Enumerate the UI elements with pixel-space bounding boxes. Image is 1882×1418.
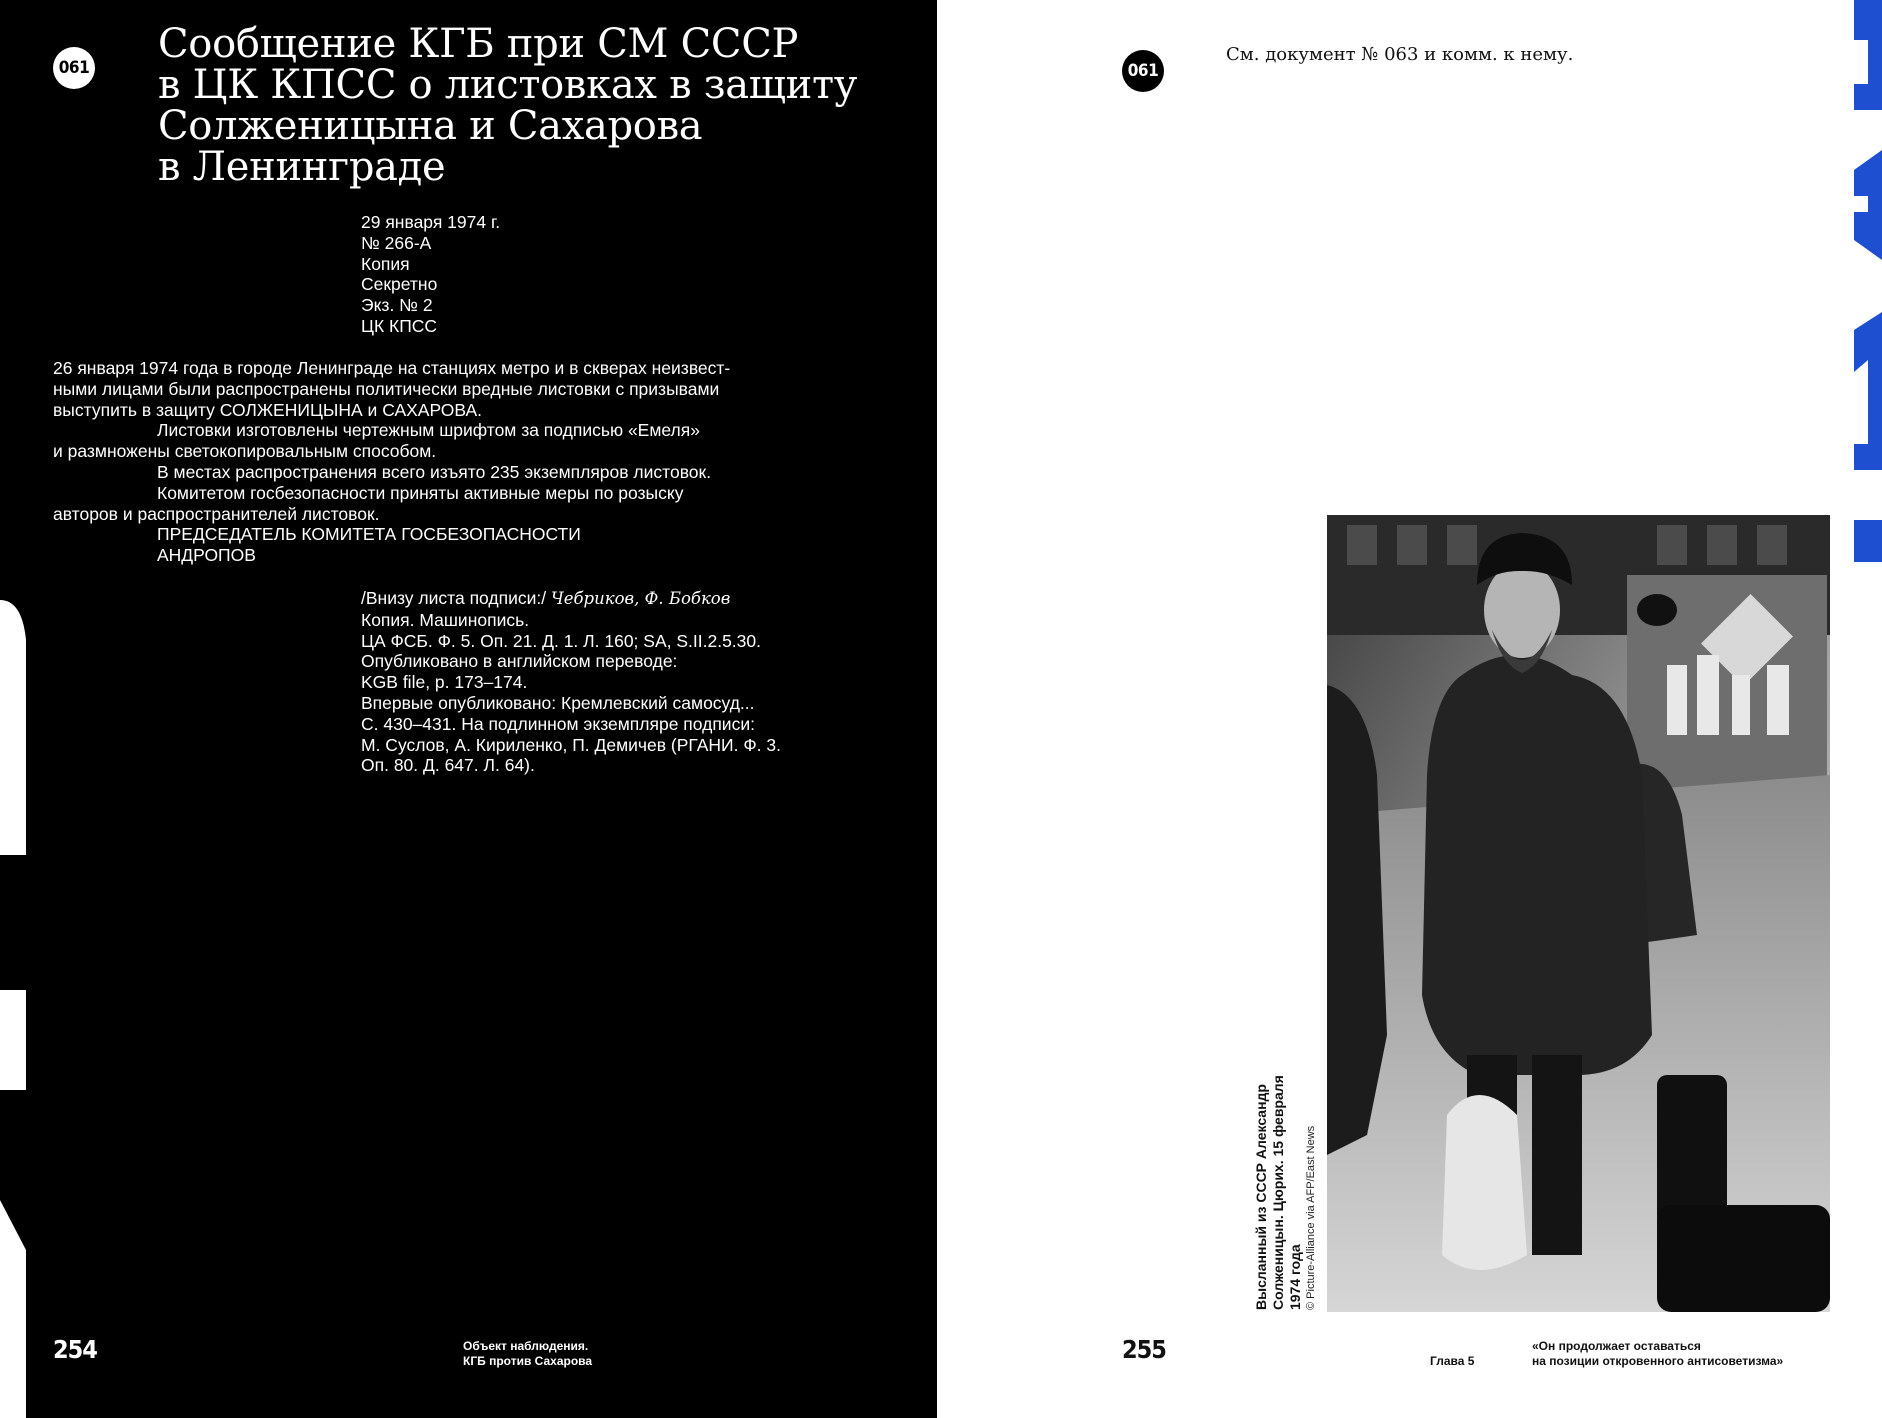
side-letter-shape-2 bbox=[0, 990, 26, 1090]
side-letter-shape-1 bbox=[0, 600, 26, 855]
photo-white-bag bbox=[1442, 1095, 1527, 1270]
photo-solzhenitsyn bbox=[1327, 515, 1830, 1312]
reference-line: Впервые опубликовано: Кремлевский самосуд... bbox=[361, 692, 755, 713]
reference-line: С. 430–431. На подлинном экземпляре подписи: bbox=[361, 713, 755, 734]
body-line: авторов и распространителей листовок. bbox=[53, 503, 380, 524]
reference-line: Опубликовано в английском переводе: bbox=[361, 651, 678, 672]
meta-exemplar: Экз. № 2 bbox=[361, 295, 433, 316]
running-footer-right bbox=[1532, 1339, 1783, 1369]
page-number-right: 255 bbox=[1122, 1335, 1166, 1364]
side-letter-shape-3 bbox=[0, 1200, 26, 1418]
photo-credit: © Picture-Alliance via AFP/East News bbox=[1305, 1125, 1317, 1310]
document-number-badge: 061 bbox=[1122, 50, 1164, 92]
body-line: ными лицами были распространены политически вредные листовки с призывами bbox=[53, 378, 720, 399]
meta-classification: Секретно bbox=[361, 274, 438, 295]
title-line: Сообщение КГБ при СМ СССР bbox=[158, 21, 799, 67]
footer-line: «Он продолжает оставаться bbox=[1532, 1339, 1701, 1353]
caption-line: Солженицын. Цюрих. 15 февраля bbox=[1270, 1075, 1286, 1310]
reference-line: М. Суслов, А. Кириленко, П. Демичев (РГАНИ. Ф. 3. bbox=[361, 734, 781, 755]
footer-line: на позиции откровенного антисоветизма» bbox=[1532, 1354, 1784, 1368]
left-page bbox=[0, 0, 937, 1418]
title-line: в Ленинграде bbox=[158, 144, 446, 190]
reference-line: Копия. Машинопись. bbox=[361, 609, 530, 630]
body-line: Комитетом госбезопасности приняты активные меры по розыску bbox=[157, 482, 684, 503]
chapter-label: Глава 5 bbox=[1430, 1354, 1475, 1368]
archival-reference bbox=[361, 588, 781, 776]
meta-recipient: ЦК КПСС bbox=[361, 315, 438, 336]
photo-man-legs-right bbox=[1532, 1055, 1582, 1255]
signatory-name: АНДРОПОВ bbox=[157, 545, 256, 566]
decorative-side-letters bbox=[0, 0, 26, 1418]
running-footer-left bbox=[463, 1339, 592, 1369]
photo-shop-sign bbox=[1637, 594, 1677, 626]
reference-line: KGB file, p. 173–174. bbox=[361, 672, 528, 693]
photo-man-coat bbox=[1422, 655, 1652, 1075]
title-line: в ЦК КПСС о листовках в защиту bbox=[158, 62, 858, 108]
body-line: 26 января 1974 года в городе Ленинграде на станциях метро и в скверах неизвест- bbox=[53, 358, 731, 378]
photo-caption bbox=[1253, 1040, 1318, 1310]
page-number-left: 254 bbox=[53, 1335, 97, 1364]
title-line: Солженицына и Сахарова bbox=[158, 103, 703, 149]
document-title bbox=[158, 21, 918, 190]
signatures-prefix: /Внизу листа подписи:/ bbox=[361, 588, 551, 608]
body-line: В местах распространения всего изъято 235 экземпляров листовок. bbox=[157, 461, 712, 482]
caption-line: Высланный из СССР Александр bbox=[1253, 1084, 1269, 1310]
signatures-line bbox=[361, 588, 781, 610]
meta-copy: Копия bbox=[361, 253, 410, 274]
signatory-title: ПРЕДСЕДАТЕЛЬ КОМИТЕТА ГОСБЕЗОПАСНОСТИ bbox=[157, 524, 581, 545]
photo-illustration bbox=[1327, 515, 1830, 1312]
right-page bbox=[937, 0, 1882, 1418]
document-body bbox=[53, 358, 773, 566]
reference-line: Оп. 80. Д. 647. Л. 64). bbox=[361, 755, 535, 776]
blue-letter-shape-1 bbox=[1854, 0, 1882, 110]
blue-letter-shape-4 bbox=[1854, 520, 1882, 562]
footer-line: КГБ против Сахарова bbox=[463, 1354, 593, 1368]
document-number-badge: 061 bbox=[53, 47, 95, 89]
body-line: Листовки изготовлены чертежным шрифтом за подписью «Емеля» bbox=[157, 420, 700, 441]
photo-luggage-bottom bbox=[1657, 1205, 1830, 1312]
reference-line: ЦА ФСБ. Ф. 5. Оп. 21. Д. 1. Л. 160; SA, S.II.2.5.30. bbox=[361, 630, 761, 651]
photo-man-face bbox=[1484, 562, 1560, 658]
body-line: и размножены светокопировальным способом. bbox=[53, 441, 437, 462]
footer-line: Объект наблюдения. bbox=[463, 1339, 589, 1353]
decorative-side-letters-blue bbox=[1848, 0, 1882, 570]
signatures-names: Чебриков, Ф. Бобков bbox=[550, 589, 731, 608]
see-also-note: См. документ № 063 и комм. к нему. bbox=[1226, 44, 1574, 65]
body-line: выступить в защиту СОЛЖЕНИЦЫНА и САХАРОВА. bbox=[53, 399, 482, 420]
meta-date: 29 января 1974 г. bbox=[361, 212, 501, 232]
document-meta bbox=[361, 212, 500, 337]
caption-line: 1974 года bbox=[1287, 1244, 1303, 1310]
blue-letter-shape-3 bbox=[1854, 312, 1882, 470]
meta-number: № 266-А bbox=[361, 232, 432, 253]
photo-suitcase bbox=[1657, 1075, 1727, 1225]
blue-letter-shape-2 bbox=[1854, 150, 1882, 260]
